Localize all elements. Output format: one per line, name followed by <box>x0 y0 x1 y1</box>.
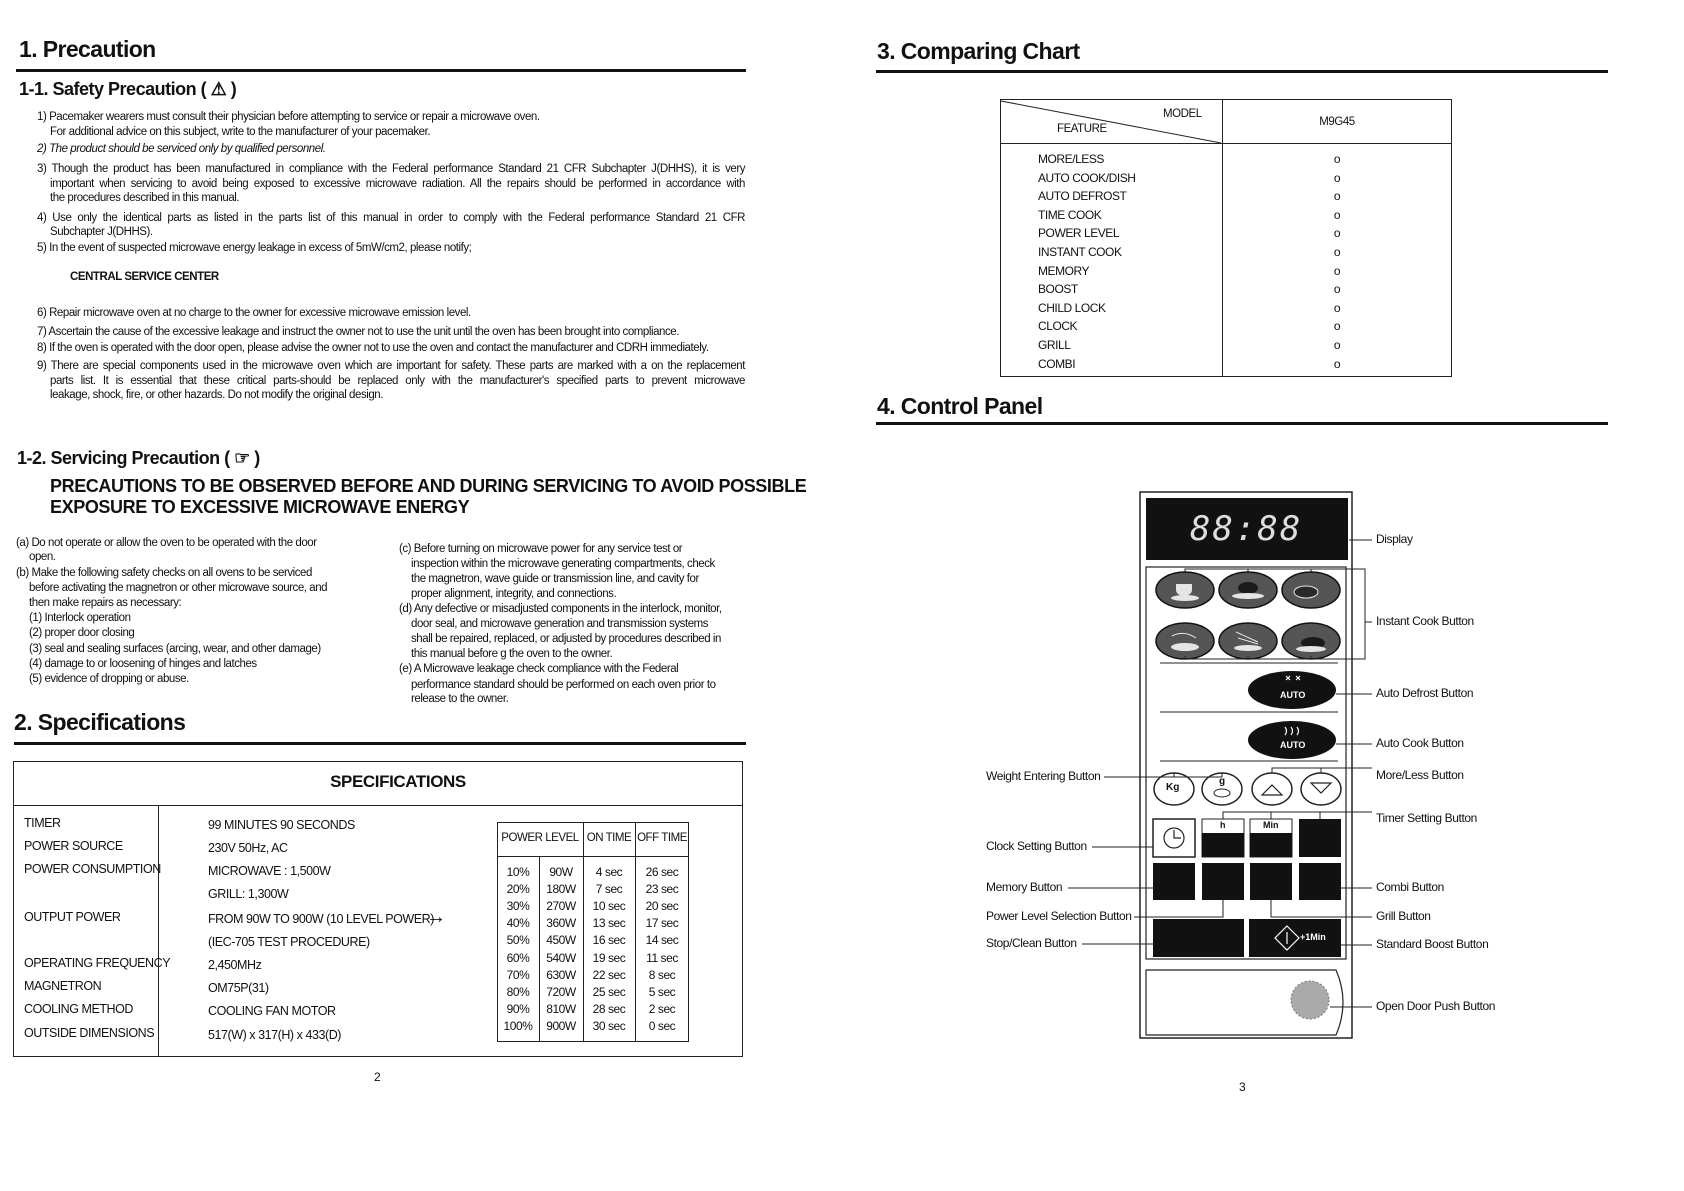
servicing-left-line: then make repairs as necessary: <box>29 597 182 609</box>
control-panel-label: Open Door Push Button <box>1376 999 1496 1013</box>
control-panel-label: Standard Boost Button <box>1376 937 1489 951</box>
servicing-right-line: this manual before g the oven to the owner. <box>411 648 613 660</box>
arrow-icon: → <box>426 906 446 928</box>
power-percent: 60% <box>506 950 530 965</box>
grill-button <box>1250 863 1292 900</box>
servicing-left-line: before activating the magnetron or other microwave source, and <box>29 582 328 594</box>
off-time: 8 sec <box>648 967 676 982</box>
servicing-left-line: (5) evidence of dropping or abuse. <box>29 673 189 685</box>
timer-second-button <box>1299 819 1341 857</box>
control-panel-label: Weight Entering Button <box>986 769 1101 783</box>
safety-line: the procedures described in this manual. <box>50 192 240 204</box>
off-time: 5 sec <box>648 984 676 999</box>
control-panel-label: Display <box>1376 532 1413 546</box>
feature-supported-mark: o <box>1333 189 1341 204</box>
feature-supported-mark: o <box>1333 356 1341 371</box>
safety-line: 1) Pacemaker wearers must consult their physician before attempting to service or repair a microwave oven. <box>37 111 540 123</box>
spec-value: OM75P(31) <box>208 981 269 995</box>
power-watts: 360W <box>546 916 576 931</box>
power-watts: 450W <box>546 933 576 948</box>
servicing-subheading-line1: PRECAUTIONS TO BE OBSERVED BEFORE AND DURING SERVICING TO AVOID POSSIBLE <box>50 476 807 496</box>
feature-name: MEMORY <box>1038 263 1090 278</box>
feature-name: BOOST <box>1038 282 1078 297</box>
power-percent: 10% <box>506 865 530 879</box>
servicing-right-line: (d) Any defective or misadjusted components in the interlock, monitor, <box>399 603 722 615</box>
feature-name: CHILD LOCK <box>1038 300 1106 315</box>
power-watts: 540W <box>546 950 576 965</box>
spec-value: 2,450MHz <box>208 958 262 972</box>
feature-supported-mark: o <box>1333 338 1341 352</box>
model-name: M9G45 <box>1319 116 1355 128</box>
servicing-left-line: (a) Do not operate or allow the oven to be operated with the door <box>16 537 317 549</box>
safety-line: 9) There are special components used in the microwave oven which are important for safety. These parts are marked with a on the replacement <box>37 360 745 372</box>
spec-label: OUTSIDE DIMENSIONS <box>24 1026 155 1040</box>
h-label: h <box>1220 820 1226 830</box>
power-watts: 630W <box>546 967 576 982</box>
servicing-right-line: release to the owner. <box>411 693 509 705</box>
servicing-left-line: (2) proper door closing <box>29 627 135 639</box>
off-time: 17 sec <box>645 916 679 931</box>
column-header-on-time: ON TIME <box>586 832 632 844</box>
column-header-power-level: POWER LEVEL <box>501 832 579 844</box>
safety-line: 6) Repair microwave oven at no charge to the owner for excessive microwave emission level. <box>37 307 471 319</box>
spec-label: MAGNETRON <box>24 979 102 993</box>
safety-line: 8) If the oven is operated with the door open, please advise the owner not to use the oven and contact the manufacturer and CDRH immediately. <box>37 342 709 354</box>
power-percent: 70% <box>506 967 530 982</box>
servicing-right-line: door seal, and microwave generation and transmission systems <box>411 618 709 630</box>
on-time: 25 sec <box>592 984 626 999</box>
section-title-specifications: 2. Specifications <box>14 709 186 735</box>
on-time: 7 sec <box>595 882 623 897</box>
feature-name: AUTO DEFROST <box>1038 189 1127 204</box>
spec-label: TIMER <box>24 816 61 830</box>
feature-supported-mark: o <box>1333 226 1341 241</box>
servicing-right-line: (c) Before turning on microwave power for any service test or <box>399 543 683 555</box>
auto-cook-label: AUTO <box>1280 740 1306 750</box>
servicing-left-line: open. <box>29 551 56 563</box>
safety-line: 7) Ascertain the cause of the excessive leakage and instruct the owner not to use the unit until the oven has been brought into compliance. <box>37 326 679 338</box>
column-header-off-time: OFF TIME <box>637 832 687 844</box>
specifications-table-title: SPECIFICATIONS <box>330 772 466 791</box>
off-time: 0 sec <box>648 1018 676 1033</box>
safety-precaution-heading: 1-1. Safety Precaution ( ⚠ ) <box>19 79 237 99</box>
servicing-subheading-line2: EXPOSURE TO EXCESSIVE MICROWAVE ENERGY <box>50 497 470 517</box>
servicing-right-line: performance standard should be performed on each oven prior to <box>411 679 716 691</box>
control-panel-label: Clock Setting Button <box>986 839 1087 853</box>
control-panel-label: Power Level Selection Button <box>986 909 1132 923</box>
servicing-left-line: (3) seal and sealing surfaces (arcing, wear, and other damage) <box>29 643 321 655</box>
feature-supported-mark: o <box>1333 207 1341 222</box>
on-time: 30 sec <box>592 1018 626 1033</box>
control-panel-label: Stop/Clean Button <box>986 936 1077 950</box>
safety-line: important when servicing to avoid being exposed to excessive microwave radiation. All the repairs should be performed in accordance with <box>50 178 745 190</box>
power-watts: 810W <box>546 1001 576 1016</box>
power-percent: 90% <box>506 1001 530 1016</box>
feature-supported-mark: o <box>1333 245 1341 259</box>
off-time: 14 sec <box>645 933 679 948</box>
spec-value: 230V 50Hz, AC <box>208 841 288 855</box>
memory-button <box>1153 863 1195 900</box>
on-time: 10 sec <box>592 899 626 914</box>
spec-label: OUTPUT POWER <box>24 910 121 924</box>
power-watts: 90W <box>549 865 573 879</box>
control-panel-label: Combi Button <box>1376 880 1444 894</box>
on-time: 13 sec <box>592 916 626 931</box>
header-model: MODEL <box>1163 108 1202 120</box>
section-title-precaution: 1. Precaution <box>19 36 156 62</box>
safety-line: 2) The product should be serviced only by qualified personnel. <box>37 143 326 155</box>
spec-value: COOLING FAN MOTOR <box>208 1004 336 1018</box>
servicing-precaution-heading: 1-2. Servicing Precaution ( ☞ ) <box>17 448 260 468</box>
safety-line: 3) Though the product has been manufactured in compliance with the Federal performance Standard 21 CFR Subchapter J(DHHS), it is very <box>37 163 745 175</box>
display-value: 88:88 <box>1190 509 1303 549</box>
boost-label: +1Min <box>1300 932 1326 942</box>
servicing-left-line: (b) Make the following safety checks on all ovens to be serviced <box>16 567 312 579</box>
feature-supported-mark: o <box>1333 170 1341 185</box>
control-panel-label: Instant Cook Button <box>1376 614 1474 628</box>
power-percent: 30% <box>506 899 530 914</box>
servicing-right-line: inspection within the microwave generating compartments, check <box>411 558 715 570</box>
control-panel-label: More/Less Button <box>1376 768 1464 782</box>
servicing-right-line: shall be repaired, replaced, or adjusted by procedures described in <box>411 633 721 645</box>
servicing-left-line: (1) Interlock operation <box>29 612 131 624</box>
off-time: 23 sec <box>645 882 679 897</box>
standard-boost-button <box>1249 919 1341 957</box>
page-number: 3 <box>1239 1080 1246 1094</box>
open-door-push-button <box>1291 981 1329 1019</box>
feature-name: TIME COOK <box>1038 207 1102 222</box>
kg-label: Kg <box>1166 782 1180 793</box>
feature-supported-mark: o <box>1333 152 1341 166</box>
feature-name: AUTO COOK/DISH <box>1038 170 1136 185</box>
on-time: 19 sec <box>592 950 626 965</box>
power-watts: 180W <box>546 882 576 897</box>
spec-label: COOLING METHOD <box>24 1002 133 1016</box>
on-time: 22 sec <box>592 967 626 982</box>
feature-name: GRILL <box>1038 338 1071 352</box>
servicing-right-line: proper alignment, integrity, and connections. <box>411 588 617 600</box>
control-panel-label: Memory Button <box>986 880 1063 894</box>
spec-value: MICROWAVE : 1,500W <box>208 864 331 878</box>
stop-clean-button <box>1153 919 1244 957</box>
power-watts: 720W <box>546 984 576 999</box>
spec-value: 99 MINUTES 90 SECONDS <box>208 818 355 832</box>
spec-value: FROM 90W TO 900W (10 LEVEL POWER) <box>208 912 434 926</box>
power-percent: 20% <box>506 882 530 897</box>
safety-line: 5) In the event of suspected microwave energy leakage in excess of 5mW/cm2, please notify; <box>37 242 472 254</box>
control-panel-label: Timer Setting Button <box>1376 811 1477 825</box>
safety-line: leakage, shock, fire, or other hazards. Do not modify the original design. <box>50 389 383 401</box>
power-percent: 40% <box>506 916 530 931</box>
feature-supported-mark: o <box>1333 300 1341 315</box>
power-percent: 100% <box>503 1018 533 1033</box>
control-panel-label: Grill Button <box>1376 909 1431 923</box>
feature-name: COMBI <box>1038 356 1076 371</box>
section-title-comparing-chart: 3. Comparing Chart <box>877 38 1080 64</box>
on-time: 16 sec <box>592 933 626 948</box>
combi-button <box>1299 863 1341 900</box>
feature-name: CLOCK <box>1038 319 1078 334</box>
servicing-right-line: (e) A Microwave leakage check compliance with the Federal <box>399 663 679 675</box>
auto-defrost-label: AUTO <box>1280 690 1306 700</box>
header-feature: FEATURE <box>1057 123 1107 135</box>
on-time: 4 sec <box>595 865 623 879</box>
instant-cook-button <box>1156 623 1214 659</box>
feature-name: MORE/LESS <box>1038 152 1104 166</box>
spec-value: 517(W) x 317(H) x 433(D) <box>208 1028 341 1042</box>
control-panel-label: Auto Cook Button <box>1376 736 1464 750</box>
power-percent: 80% <box>506 984 530 999</box>
feature-name: INSTANT COOK <box>1038 245 1122 259</box>
spec-label: OPERATING FREQUENCY <box>24 956 171 970</box>
spec-value: GRILL: 1,300W <box>208 887 289 901</box>
min-label: Min <box>1263 820 1279 830</box>
on-time: 28 sec <box>592 1001 626 1016</box>
off-time: 26 sec <box>645 865 679 879</box>
power-watts: 900W <box>546 1018 576 1033</box>
feature-supported-mark: o <box>1333 319 1341 334</box>
safety-line: Subchapter J(DHHS). <box>50 226 153 238</box>
spec-label: POWER SOURCE <box>24 839 123 853</box>
power-percent: 50% <box>506 933 530 948</box>
power-level-button <box>1202 863 1244 900</box>
feature-supported-mark: o <box>1333 263 1341 278</box>
safety-line: 4) Use only the identical parts as listed in the parts list of this manual in order to comply with the Federal performance Standard 21 CFR <box>37 212 745 224</box>
page-number: 2 <box>374 1070 381 1084</box>
off-time: 11 sec <box>646 950 678 965</box>
servicing-right-line: the magnetron, wave guide or transmission line, and cavity for <box>411 573 699 585</box>
safety-line: For additional advice on this subject, write to the manufacturer of your pacemaker. <box>50 126 431 138</box>
off-time: 2 sec <box>648 1001 676 1016</box>
servicing-left-line: (4) damage to or loosening of hinges and latches <box>29 658 257 670</box>
feature-name: POWER LEVEL <box>1038 226 1120 241</box>
spec-value: (IEC-705 TEST PROCEDURE) <box>208 935 370 949</box>
feature-supported-mark: o <box>1333 282 1341 297</box>
section-title-control-panel: 4. Control Panel <box>877 393 1043 419</box>
power-watts: 270W <box>546 899 576 914</box>
off-time: 20 sec <box>645 899 679 914</box>
safety-line: CENTRAL SERVICE CENTER <box>70 271 219 283</box>
g-label: g <box>1219 776 1226 787</box>
control-panel-label: Auto Defrost Button <box>1376 686 1474 700</box>
safety-line: parts list. It is essential that these critical parts-should be replaced only with the manufacturer's specified parts to prevent microwave <box>50 375 745 387</box>
spec-label: POWER CONSUMPTION <box>24 862 161 876</box>
